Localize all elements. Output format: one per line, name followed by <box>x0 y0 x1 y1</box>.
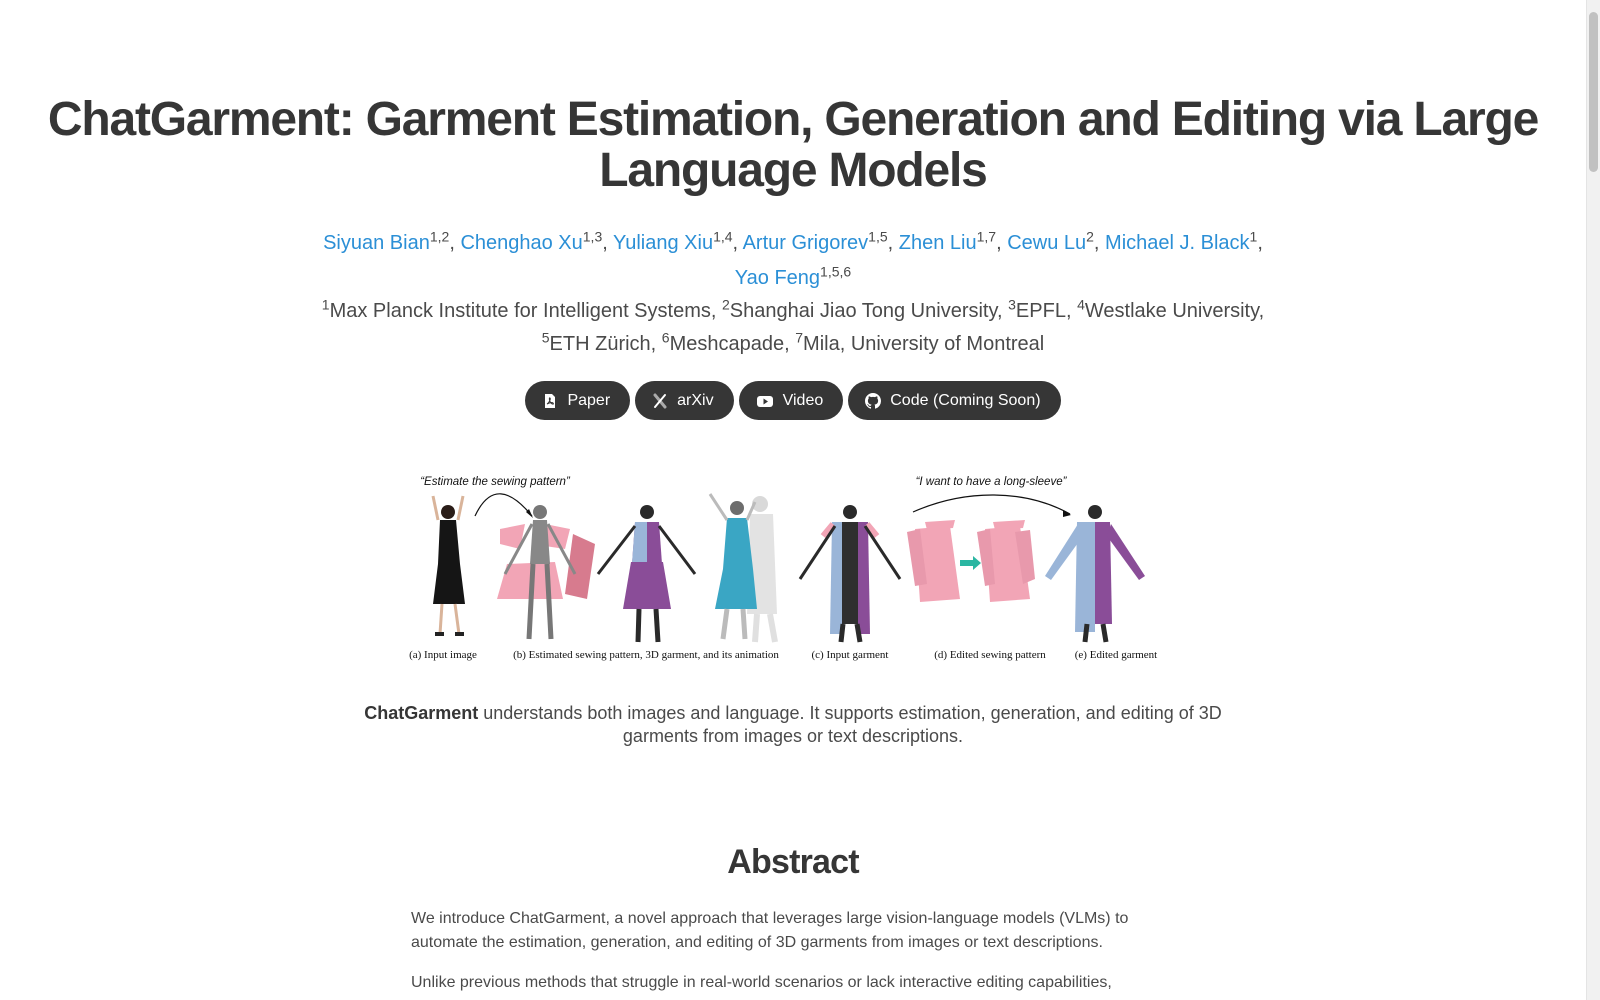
affiliation: Shanghai Jiao Tong University <box>729 300 997 322</box>
estimated-sewing-pattern <box>497 505 595 639</box>
youtube-icon <box>756 393 774 409</box>
author-sup: 1,3 <box>582 228 603 245</box>
paper-button[interactable] <box>525 381 630 420</box>
author-sup: 1,5,6 <box>820 263 852 280</box>
affiliation-sup: 1 <box>321 296 330 313</box>
affiliation-sup: 2 <box>722 296 730 313</box>
abstract-paragraph: Unlike previous methods that struggle in real-world scenarios or lack interactive editing capabilities, <box>411 974 1112 991</box>
author-sup: 1,4 <box>713 228 733 245</box>
input-garment <box>800 505 900 642</box>
code-button-label: Code (Coming Soon) <box>890 391 1041 409</box>
affiliation-list: $^1$Max Planck Institute for Intelligent Systems, $^2$Shanghai Jiao Tong University, $^3$EPFL, $^4$Westlake University, $^5$ETH Zürich, $^6$Meshcapade, $^7$Mila, University of Montreal <box>321 296 1265 355</box>
author-sup: 1 <box>1249 228 1258 245</box>
link-buttons <box>0 381 1586 420</box>
teaser-caption <box>340 702 1246 748</box>
caption-bold: ChatGarment <box>364 703 479 723</box>
teaser-label-e: (e) Edited garment <box>1074 649 1158 661</box>
video-button[interactable] <box>739 381 844 420</box>
estimated-3d-garment <box>598 505 695 642</box>
github-icon <box>865 393 881 409</box>
affiliation-sup: 7 <box>795 329 804 346</box>
teaser-quote-right: “I want to have a long-sleeve” <box>915 476 1067 488</box>
input-image-person <box>433 496 465 636</box>
affiliation: Westlake University <box>1084 300 1259 322</box>
edited-garment <box>1045 505 1145 642</box>
teaser-figure <box>405 474 1181 674</box>
author-sup: 1,5 <box>868 228 888 245</box>
affiliation: Max Planck Institute for Intelligent Systems <box>329 300 711 322</box>
page-title: ChatGarment: Garment Estimation, Generation and Editing via Large Language Models <box>47 93 1539 197</box>
teaser-label-a: (a) Input image <box>409 649 477 661</box>
author-sup: 1,7 <box>976 228 997 245</box>
arxiv-button[interactable] <box>635 381 733 420</box>
code-button[interactable] <box>848 381 1060 420</box>
paper-button-label: Paper <box>567 391 611 409</box>
teaser-label-c: (c) Input garment <box>811 649 889 661</box>
author-link[interactable]: Siyuan Bian <box>323 232 430 254</box>
affiliation-sup: 3 <box>1008 296 1016 313</box>
caption-text: understands both images and language. It supports estimation, generation, and editing of 3D garments from images or text descriptions. <box>478 703 1222 746</box>
affiliation-sup: 4 <box>1077 296 1085 313</box>
teaser-label-b: (b) Estimated sewing pattern, 3D garment, and its animation <box>513 649 779 661</box>
affiliation: ETH Zürich <box>549 333 651 355</box>
author-list: Siyuan Bian$^{1,2}$, Chenghao Xu$^{1,3}$, Yuliang Xiu$^{1,4}$, Artur Grigorev$^{1,5}$, Zhen Liu$^{1,7}$, Cewu Lu$^2$, Michael J. Black$^1$, Yao Feng$^{1,5,6}$ <box>323 228 1263 289</box>
teaser-quote-left: “Estimate the sewing pattern” <box>420 476 570 488</box>
affiliation: EPFL <box>1015 300 1066 322</box>
video-button-label: Video <box>782 391 824 409</box>
author-link[interactable]: Zhen Liu <box>898 232 977 254</box>
pdf-icon <box>542 393 558 409</box>
author-link[interactable]: Michael J. Black <box>1105 232 1250 254</box>
arxiv-icon <box>652 393 668 409</box>
affiliation: Mila, University of Montreal <box>803 333 1045 355</box>
teaser-label-d: (d) Edited sewing pattern <box>934 649 1046 661</box>
arxiv-button-label: arXiv <box>677 391 714 409</box>
author-sup: 2 <box>1086 228 1094 245</box>
garment-animation <box>710 494 777 642</box>
author-sup: 1,2 <box>429 228 450 245</box>
affiliation-sup: 5 <box>541 329 550 346</box>
arrow-right-icon <box>913 495 1071 517</box>
scrollbar[interactable] <box>1586 0 1600 1000</box>
author-link[interactable]: Chenghao Xu <box>460 232 583 254</box>
abstract-paragraph: We introduce ChatGarment, a novel approach that leverages large vision-language models (VLMs) to automate the estimation, generation, and editing of 3D garments from images or text descriptions. <box>411 910 1129 951</box>
author-link[interactable]: Yao Feng <box>734 267 821 289</box>
author-link[interactable]: Cewu Lu <box>1007 232 1087 254</box>
affiliation-sup: 6 <box>661 329 670 346</box>
author-link[interactable]: Artur Grigorev <box>742 232 869 254</box>
affiliation: Meshcapade <box>669 333 785 355</box>
edited-sewing-pattern <box>907 520 1035 602</box>
scrollbar-thumb[interactable] <box>1589 12 1598 172</box>
author-link[interactable]: Yuliang Xiu <box>613 232 714 254</box>
abstract-heading: Abstract <box>727 843 859 881</box>
arrow-right-icon <box>475 494 533 518</box>
